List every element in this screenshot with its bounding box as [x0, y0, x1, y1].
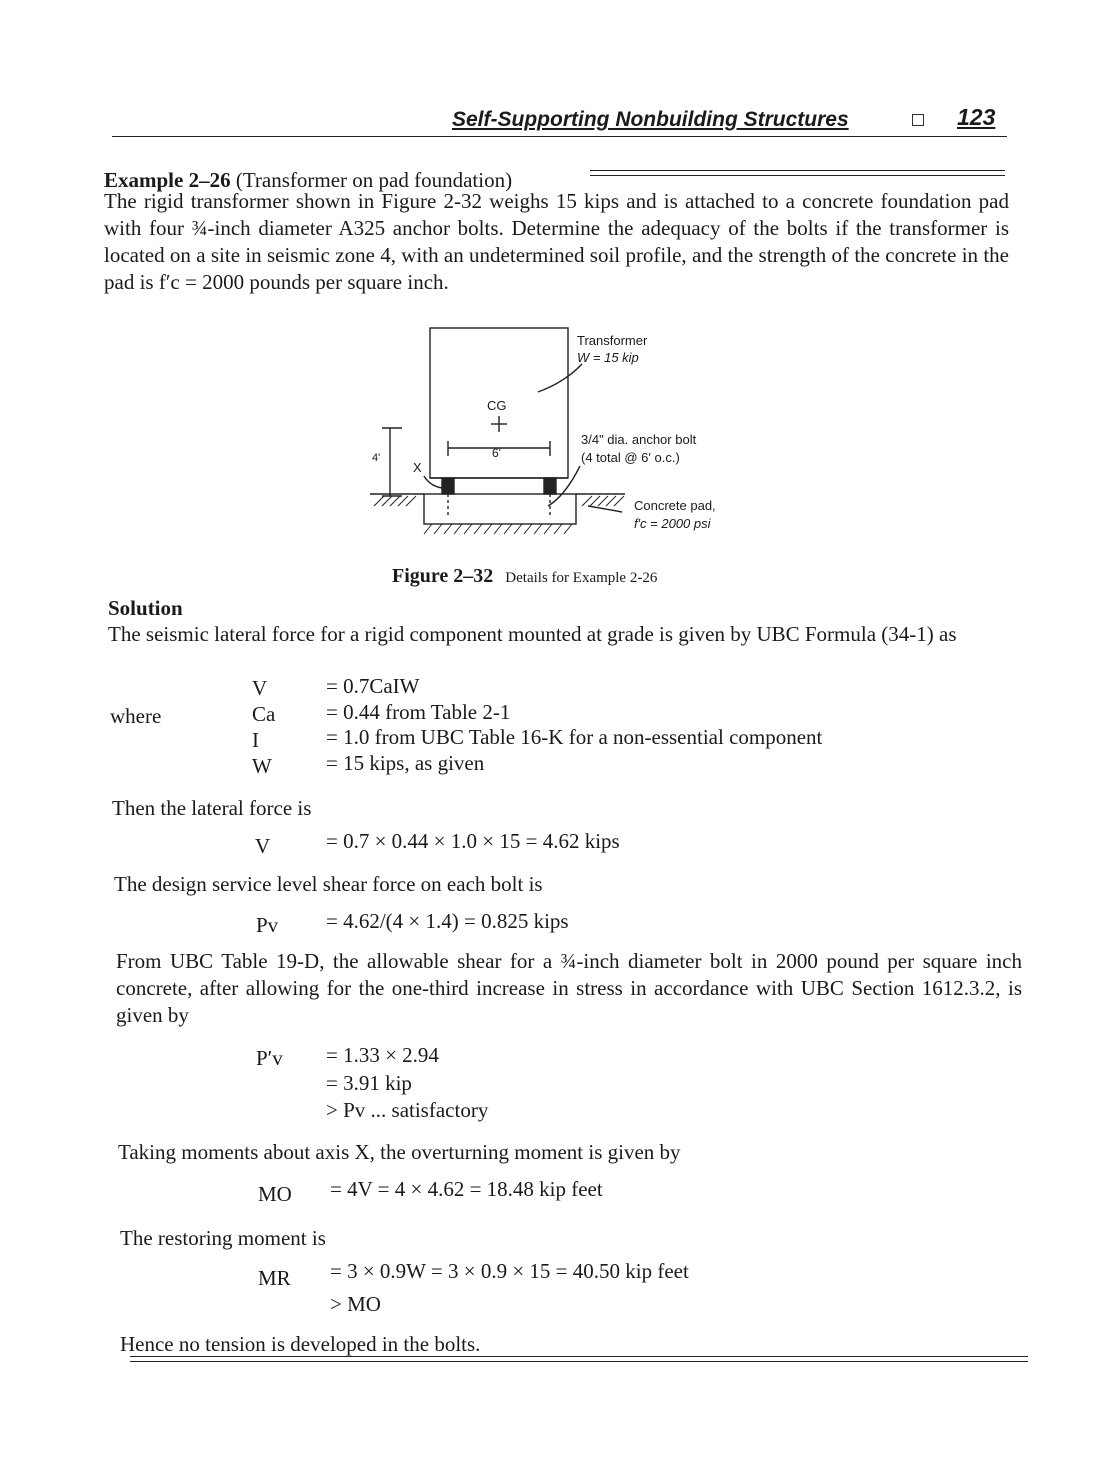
mo-expression: = 4V = 4 × 4.62 = 18.48 kip feet	[330, 1177, 603, 1201]
example-title: (Transformer on pad foundation)	[235, 168, 513, 192]
pvp-expression-3: > Pv ... satisfactory	[326, 1098, 489, 1122]
caption-label: Figure 2–32	[392, 565, 494, 587]
w-symbol: W	[252, 754, 272, 778]
design-text: The design service level shear force on each bolt is	[114, 872, 543, 896]
pvp-expression-2: = 3.91 kip	[326, 1071, 412, 1095]
ca-expression: = 0.44 from Table 2-1	[326, 700, 511, 724]
caption-text: Details for Example 2-26	[505, 570, 658, 586]
pvp-expression-1: = 1.33 × 2.94	[326, 1043, 439, 1067]
example-body: The rigid transformer shown in Figure 2-32 weighs 15 kips and is attached to a concrete foundation pad with four ¾-inch diameter A325 anchor bolts. Determine the adequacy of the bolts if the transformer is located on a site in seismic zone 4, with an undetermined soil profile, and the strength of the concrete in the pad is f′c = 2000 pounds per square inch.	[104, 189, 1009, 294]
from-ubc-text: From UBC Table 19-D, the allowable shear for a ¾-inch diameter bolt in 2000 pound per square inch concrete, after allowing for the one-third increase in stress in accordance with UBC Section 1612.3.2, is given by	[116, 949, 1022, 1027]
taking-text: Taking moments about axis X, the overturning moment is given by	[118, 1140, 681, 1164]
header-rule	[112, 136, 1007, 137]
solution-intro: The seismic lateral force for a rigid component mounted at grade is given by UBC Formula (34-1) as	[108, 622, 957, 646]
then-text: Then the lateral force is	[112, 796, 312, 820]
height-label: 4'	[372, 452, 381, 464]
pvp-symbol: P′v	[256, 1046, 283, 1070]
axis-label: X	[413, 460, 422, 475]
v-symbol: V	[252, 676, 268, 700]
where-label: where	[110, 704, 162, 728]
restoring-text: The restoring moment is	[120, 1226, 326, 1250]
mr-symbol: MR	[258, 1266, 291, 1290]
figure-caption	[392, 565, 657, 588]
cg-label: CG	[487, 398, 507, 413]
footer-rule-top	[130, 1356, 1028, 1357]
bolt-label-line1: 3/4" dia. anchor bolt	[581, 432, 697, 447]
example-rule-top	[590, 170, 1005, 171]
v2-symbol: V	[255, 834, 271, 858]
page-number: 123	[957, 104, 996, 130]
example-label: Example 2–26	[104, 168, 231, 192]
pv-expression: = 4.62/(4 × 1.4) = 0.825 kips	[326, 909, 569, 933]
mo-symbol: MO	[258, 1182, 292, 1206]
bolt-label-line2: (4 total @ 6' o.c.)	[581, 450, 680, 465]
mr-expression-1: = 3 × 0.9W = 3 × 0.9 × 15 = 40.50 kip feet	[330, 1259, 689, 1283]
running-title: Self-Supporting Nonbuilding Structures	[452, 108, 849, 131]
w-expression: = 15 kips, as given	[326, 751, 485, 775]
bolt-spacing-label: 6'	[492, 446, 501, 460]
square-icon	[912, 113, 924, 131]
weight-label: W = 15 kip	[577, 350, 639, 365]
v-expression: = 0.7CaIW	[326, 674, 420, 698]
footer-rule-bottom	[130, 1361, 1028, 1362]
i-expression: = 1.0 from UBC Table 16-K for a non-essential component	[326, 725, 823, 749]
mr-expression-2: > MO	[330, 1292, 381, 1316]
pad-label-line1: Concrete pad,	[634, 498, 716, 513]
i-symbol: I	[252, 728, 259, 752]
hence-text: Hence no tension is developed in the bolts.	[120, 1332, 481, 1356]
pad-label-line2: f′c = 2000 psi	[634, 516, 711, 531]
transformer-label: Transformer	[577, 333, 648, 348]
example-rule-bottom	[590, 175, 1005, 176]
pv-symbol: Pv	[256, 913, 279, 937]
solution-heading: Solution	[108, 596, 183, 620]
ca-symbol: Ca	[252, 702, 276, 726]
v2-expression: = 0.7 × 0.44 × 1.0 × 15 = 4.62 kips	[326, 829, 620, 853]
concrete-pad	[424, 494, 576, 524]
